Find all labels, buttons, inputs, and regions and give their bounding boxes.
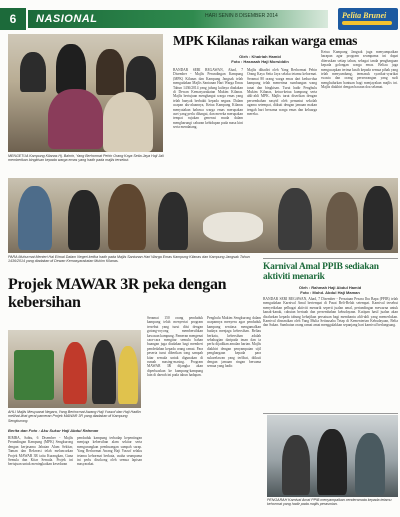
- story3-byline: Berita dan Foto : Aku Sukur Haji Abdul Rahman: [8, 428, 99, 433]
- story2-byline-author: Oleh : Rahmah Haji Abdul Hamid: [298, 285, 362, 290]
- person-figure: [92, 340, 116, 404]
- person-figure: [326, 192, 358, 250]
- dining-table: [203, 212, 263, 242]
- story1-column-2: Majlis dihadiri oleh Yang Berhormat Pehin Orang Kaya Setia Jaya selaku tetamu kehormat. Seramai 80 orang warga emas dari kedua-dua kampung telah menerima sumbangan wang tunai dan bingkisan. Turut hadir Penghulu Mukim Kilanas, ketua-ketua kampung serta ahli-ahli MPK. Majlis turut diserikan dengan persembahan nasyid oleh penuntut sekolah ugama setempat, diikuti dengan jamuan makan tengah hari bersama warga emas dan keluarga mereka.: [247, 68, 317, 117]
- story1-byline: [200, 54, 320, 64]
- issue-date: HARI SENIN 8 DISEMBER 2014: [205, 13, 278, 19]
- person-figure: [317, 429, 347, 495]
- story2-byline-photo: Foto : Mohd. Abdul Haji Maman: [300, 290, 360, 295]
- person-figure: [282, 435, 310, 495]
- story2-photo-caption: PENGARAH Karnival Amal PPIB menyampaikan cenderamata kepada tetamu kehormat yang hadir pada majlis perasmian.: [267, 498, 392, 507]
- person-figure: [108, 184, 146, 250]
- story3-column-1b: penduduk kampung terhadap kepentingan menjaga kebersihan alam sekitar serta mengurangkan pembuangan sampah sarap. Yang Berhormat Awang Haji Yussof selaku tetamu kehormat berkata, usaha seumpama ini perlu disokong oleh semua lapisan masyarakat.: [77, 436, 142, 467]
- story1-column-1: BANDAR SERI BEGAWAN, Ahad, 7 Disember - Majlis Perundingan Kampung (MPK) Kilanas dan Kampung Jangsak telah mengadakan Majlis Santunan Hari Warga Emas Tahun 1436/2014 yang julung kalinya diadakan di Dewan Kemasyarakatan Mukim Kilanas. Majlis bertujuan menghargai warga emas yang telah banyak berbakti kepada negara. Dalam ucapan alu-aluannya, Ketua Kampung Kilanas menyatakan bahawa warga emas merupakan aset yang perlu dihargai, dan mereka merupakan tempat rujukan generasi muda dalam mengharungi cabaran kehidupan pada masa kini serta mendatang.: [173, 68, 243, 130]
- section-banner: [28, 10, 328, 28]
- person-figure: [278, 188, 312, 250]
- section-title: NASIONAL: [36, 13, 98, 25]
- logo-stripe: [342, 21, 392, 25]
- page-header: [0, 8, 400, 30]
- story1-byline-photo: Foto : Hasnaah Haji Morsiddin: [231, 59, 289, 64]
- person-figure: [20, 52, 46, 92]
- person-figure: [56, 44, 86, 94]
- person-figure: [96, 49, 124, 95]
- story1-column-3: Ketua Kampung Jangsak juga menyampaikan harapan agar program seumpama ini dapat diteruskan setiap tahun, sebagai tanda penghargaan kepada golongan warga emas. Beliau juga mengucapkan terima kasih kepada semua pihak yang telah menyumbang, termasuk syarikat-syarikat swasta dan orang perseorangan yang sudi menghulurkan bantuan bagi menjayakan majlis ini. Majlis diakhiri dengan bacaan doa selamat.: [321, 50, 398, 90]
- photo-divider: [263, 413, 398, 414]
- person-figure: [68, 190, 100, 250]
- person-figure: [363, 186, 393, 250]
- person-figure: [18, 186, 52, 250]
- story2-column-1: BANDAR SERI BEGAWAN, Ahad, 7 Disember - Persatuan Pesara Ibu Bapa (PPIB) telah mengadakan Karnival Amal bertempat di Pusat Beli-Belah setempat. Karnival tersebut menyediakan pelbagai aktiviti menarik seperti jualan amal, pertandingan mewarna untuk kanak-kanak, cabutan bertuah dan persembahan kebudayaan. Kutipan hasil jualan akan disalurkan kepada tabung kebajikan persatuan bagi membantu ahli-ahli yang memerlukan. Karnival dirasmikan oleh Yang Mulia Setiausaha Tetap di Kementerian Kebudayaan, Belia dan Sukan. Sambutan orang ramai amat menggalakkan sepanjang hari karnival berlangsung.: [263, 297, 398, 328]
- elder-figure: [48, 89, 103, 149]
- story3-column-2: Seramai 150 orang penduduk kampung telah menyertai program tersebut yang turut diisi dengan gotong-royong membersihkan kawasan kampung. Pameran mengenai cara-cara mengitar semula bahan buangan juga diadakan bagi memberi pendedahan kepada orang ramai. Para peserta turut diberikan tong sampah kitar semula untuk digunakan di rumah masing-masing. Program MAWAR 3R dijangka akan diperluaskan ke kampung-kampung lain di daerah ini pada tahun hadapan.: [147, 316, 203, 378]
- section-divider: [263, 258, 398, 259]
- person-figure: [355, 433, 385, 495]
- masthead-logo: [338, 8, 398, 30]
- story1-photo2-caption: PARA Muhurmat Menteri Hal Ehwal Dalam Negeri ketika hadir pada Majlis Santunan Hari Warga Emas Kampung Kilanas dan Kampung Jangsak Tahun 1436/2014 yang diadakan di Dewan Kemasyarakatan Mukim Kilanas.: [8, 255, 250, 264]
- elder-figure: [103, 92, 153, 152]
- story1-byline-author: Oleh : Khairiah Hamid: [239, 54, 281, 59]
- story2-headline: Karnival Amal PPIB sediakan aktiviti menarik: [263, 262, 379, 282]
- story1-photo1-caption: MENGETUA Kampung Kilanas Hj. Bahrin, Yang Berhormat Pehin Orang Kaya Setia Jaya Haji Jali memberikan bingkisan kepada warga emas yang hadir pada majlis tersebut.: [8, 154, 164, 163]
- story3-photo-exhibit: [8, 330, 141, 408]
- story3-headline: Projek MAWAR 3R peka dengan kebersihan: [8, 276, 227, 311]
- story2-photo: [267, 415, 398, 497]
- logo-text: Pelita Brunei: [342, 11, 387, 20]
- person-figure: [118, 346, 138, 404]
- person-figure: [158, 192, 188, 250]
- page-number: 6: [0, 8, 26, 30]
- story2-byline: [275, 285, 385, 295]
- exhibit-stand: [14, 350, 54, 400]
- story1-headline: MPK Kilanas raikan warga emas: [173, 33, 358, 48]
- story3-column-1: RIMBA, Sabtu, 6 Disember - Majlis Perundingan Kampung (MPK) Sengkurong dengan kerjasama Jabatan Alam Sekitar, Taman dan Rekreasi telah melancarkan Projek MAWAR 3R iaitu Kurangkan, Guna Semula dan Kitar Semula. Projek ini bertujuan untuk meningkatkan kesedaran: [8, 436, 73, 467]
- story3-column-3: Penghulu Mukim Sengkurong dalam ucapannya menyeru agar penduduk kampung sentiasa mengamalkan budaya menjaga kebersihan. Beliau berkata, kebersihan adalah sebahagian daripada iman dan ia perlu dijadikan amalan harian. Majlis diakhiri dengan penyampaian sijil penghargaan kepada para sukarelawan yang terlibat, diikuti dengan jamuan ringan bersama semua yang hadir.: [207, 316, 261, 369]
- story1-photo-officials: [8, 178, 398, 253]
- story1-photo-elders: [8, 34, 163, 152]
- story3-photo-caption: AHLI Majlis Mesyuarat Negara, Yang Berhormat Awang Haji Yussof dan Haji Hadlin melihat-lihat gerai pameran Projek MAWAR 3R yang diadakan di Kampung Sengkurong.: [8, 410, 141, 423]
- person-figure: [63, 342, 87, 404]
